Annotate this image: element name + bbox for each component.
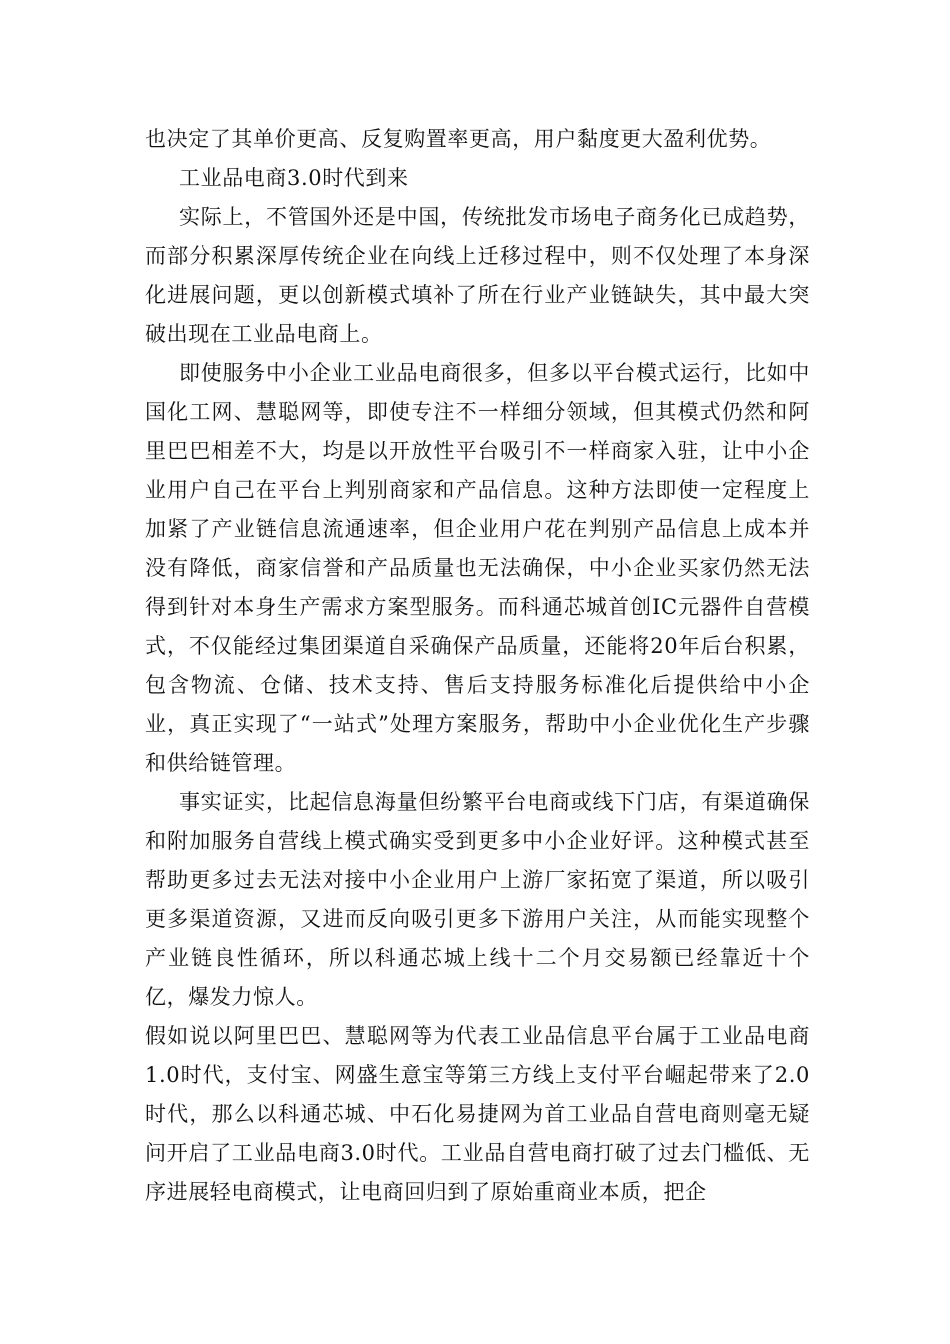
paragraph-3: 实际上，不管国外还是中国，传统批发市场电子商务化已成趋势，而部分积累深厚传统企业在向线上迁移过程中，则不仅处理了本身深化进展问题，更以创新模式填补了所在行业产业链缺失，其中最大突破出现在工业品电商上。	[145, 205, 810, 346]
section-heading: 工业品电商3.0时代到来	[179, 166, 409, 190]
paragraph-1: 也决定了其单价更高、反复购置率更高，用户黏度更大盈利优势。	[145, 127, 772, 151]
paragraph-6: 假如说以阿里巴巴、慧聪网等为代表工业品信息平台属于工业品电商1.0时代，支付宝、网盛生意宝等第三方线上支付平台崛起带来了2.0时代，那么以科通芯城、中石化易捷网为首工业品自营电商则毫无疑问开启了工业品电商3.0时代。工业品自营电商打破了过去门槛低、无序进展轻电商模式，让电商回归到了原始重商业本质，把企	[145, 1024, 810, 1204]
paragraph-5: 事实证实，比起信息海量但纷繁平台电商或线下门店，有渠道确保和附加服务自营线上模式确实受到更多中小企业好评。这种模式甚至帮助更多过去无法对接中小企业用户上游厂家拓宽了渠道，所以吸引更多渠道资源，又进而反向吸引更多下游用户关注，从而能实现整个产业链良性循环，所以科通芯城上线十二个月交易额已经靠近十个亿，爆发力惊人。	[145, 790, 810, 1009]
document-body	[145, 120, 810, 1212]
paragraph-4: 即使服务中小企业工业品电商很多，但多以平台模式运行，比如中国化工网、慧聪网等，即使专注不一样细分领域，但其模式仍然和阿里巴巴相差不大，均是以开放性平台吸引不一样商家入驻，让中小企业用户自己在平台上判别商家和产品信息。这种方法即使一定程度上加紧了产业链信息流通速率，但企业用户花在判别产品信息上成本并没有降低，商家信誉和产品质量也无法确保，中小企业买家仍然无法得到针对本身生产需求方案型服务。而科通芯城首创IC元器件自营模式，不仅能经过集团渠道自采确保产品质量，还能将20年后台积累，包含物流、仓储、技术支持、售后支持服务标准化后提供给中小企业，真正实现了“一站式”处理方案服务，帮助中小企业优化生产步骤和供给链管理。	[145, 361, 810, 775]
